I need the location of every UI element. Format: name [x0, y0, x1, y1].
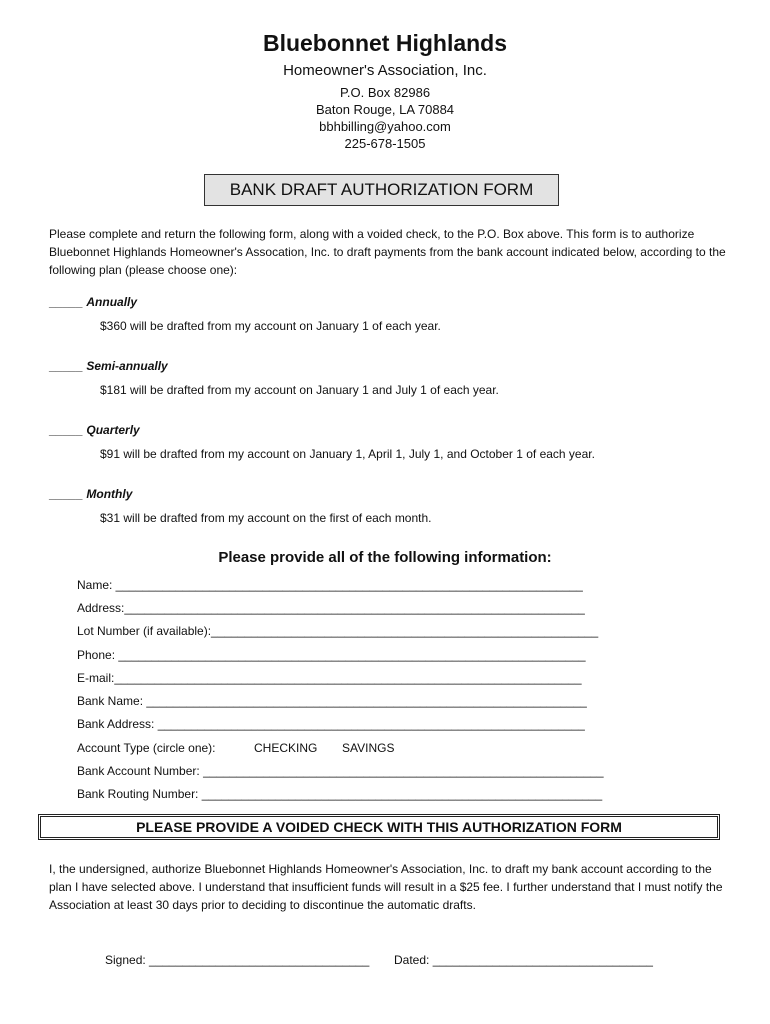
contact-phone: 225-678-1505	[344, 136, 426, 151]
contact-email: bbhbilling@yahoo.com	[319, 119, 451, 134]
plan-semi-annually[interactable]	[49, 359, 168, 373]
signed-field[interactable]: Signed: _________________________________	[105, 953, 370, 967]
authorization-statement: I, the undersigned, authorize Bluebonnet Highlands Homeowner's Association, Inc. to draft my bank account according to the plan I have selected above. I understand that insufficient funds will result in a $25 fee. I further understand that I must notify the Association at least 30 days prior to deciding to discontinue the automatic drafts.	[49, 862, 723, 912]
email-field[interactable]: E-mail:______________________________________________________________________	[77, 671, 582, 685]
city-line: Baton Rouge, LA 70884	[315, 102, 455, 117]
name-field[interactable]: Name: ______________________________________________________________________	[77, 578, 583, 592]
plan-blank[interactable]: _____	[49, 487, 83, 501]
plan-description: $181 will be drafted from my account on January 1 and July 1 of each year.	[100, 383, 499, 397]
bank-address-field[interactable]: Bank Address: ________________________________________________________________	[77, 717, 585, 731]
option-savings[interactable]: SAVINGS	[342, 741, 395, 755]
plan-name: Quarterly	[86, 423, 140, 437]
bank-account-number-field[interactable]: Bank Account Number: ____________________________________________________________	[77, 764, 604, 778]
plan-description: $360 will be drafted from my account on January 1 of each year.	[100, 319, 441, 333]
plan-quarterly[interactable]	[49, 423, 140, 437]
info-heading: Please provide all of the following information:	[218, 549, 552, 566]
bank-name-field[interactable]: Bank Name: __________________________________________________________________	[77, 694, 587, 708]
plan-blank[interactable]: _____	[49, 295, 83, 309]
option-checking[interactable]: CHECKING	[254, 741, 318, 755]
plan-monthly[interactable]	[49, 487, 132, 501]
plan-name: Annually	[86, 295, 138, 309]
plan-description: $31 will be drafted from my account on the first of each month.	[100, 511, 432, 525]
lot-number-field[interactable]: Lot Number (if available):__________________________________________________________	[77, 624, 599, 638]
plan-blank[interactable]: _____	[49, 359, 83, 373]
plan-annually[interactable]	[49, 295, 137, 309]
org-subtitle: Homeowner's Association, Inc.	[283, 62, 487, 79]
plan-description: $91 will be drafted from my account on January 1, April 1, July 1, and October 1 of each year.	[100, 447, 595, 461]
address-field[interactable]: Address:_____________________________________________________________________	[77, 601, 585, 615]
phone-field[interactable]: Phone: ______________________________________________________________________	[77, 648, 586, 662]
po-box: P.O. Box 82986	[339, 85, 431, 100]
bank-routing-number-field[interactable]: Bank Routing Number: ____________________________________________________________	[77, 787, 603, 801]
plan-name: Monthly	[86, 487, 133, 501]
dated-field[interactable]: Dated: _________________________________	[394, 953, 653, 967]
plan-blank[interactable]: _____	[49, 423, 83, 437]
form-title: BANK DRAFT AUTHORIZATION FORM	[204, 174, 559, 206]
voided-check-notice: PLEASE PROVIDE A VOIDED CHECK WITH THIS AUTHORIZATION FORM	[38, 814, 720, 840]
intro-text: Please complete and return the following form, along with a voided check, to the P.O. Box above. This form is to authorize Bluebonnet Highlands Homeowner's Assocation, Inc. to draft payments from the bank account indicated below, according to the following plan (please choose one):	[49, 227, 726, 277]
org-name: Bluebonnet Highlands	[262, 30, 508, 56]
account-type-label: Account Type (circle one):	[77, 741, 216, 755]
plan-name: Semi-annually	[86, 359, 168, 373]
